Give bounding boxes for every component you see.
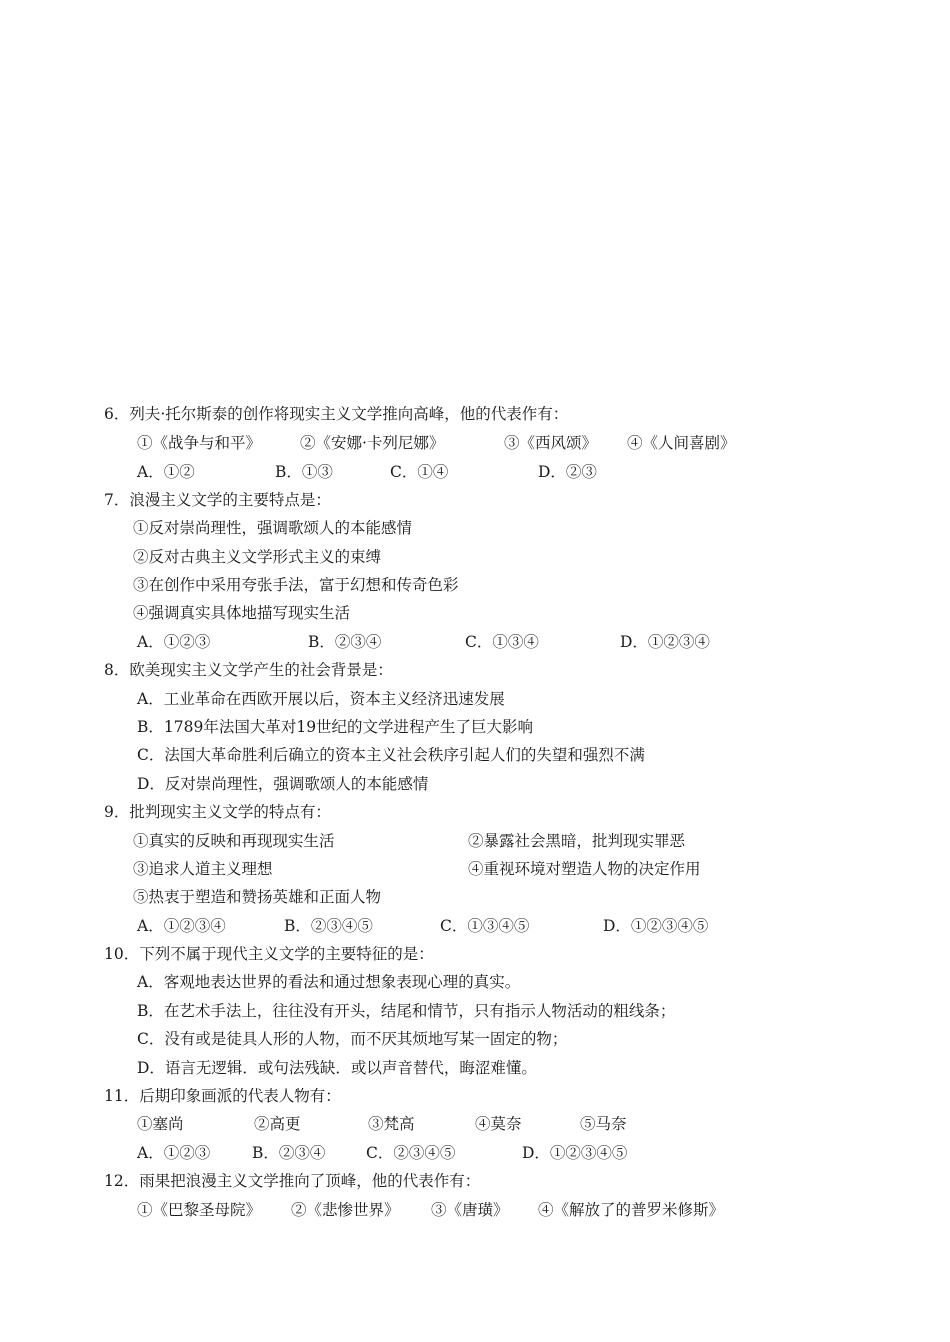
question-10-stem: 10．下列不属于现代主义文学的主要特征的是： <box>104 945 434 963</box>
option: ①塞尚 <box>137 1115 184 1133</box>
option: ②反对古典主义文学形式主义的束缚 <box>133 548 382 566</box>
option: ③追求人道主义理想 <box>133 860 273 878</box>
option: ④重视环境对塑造人物的决定作用 <box>468 860 701 878</box>
option: ②《悲惨世界》 <box>291 1201 400 1219</box>
question-12-stem: 12．雨果把浪漫主义文学推向了顶峰，他的代表作有： <box>104 1172 481 1190</box>
choice: B．②③④ <box>252 1144 326 1162</box>
choice: D．①②③④ <box>620 633 710 651</box>
option: ③《西风颂》 <box>504 434 598 452</box>
choice: A．①②③ <box>137 1144 211 1162</box>
choice: A．①②③④ <box>137 917 226 935</box>
option: ①《巴黎圣母院》 <box>137 1201 262 1219</box>
question-7-stem: 7．浪漫主义文学的主要特点是： <box>104 491 331 509</box>
choice: C．①③④⑤ <box>440 917 530 935</box>
choice: C．①④ <box>390 463 449 481</box>
choice: A．工业革命在西欧开展以后，资本主义经济迅速发展 <box>137 690 505 708</box>
choice: D．反对崇尚理性，强调歌颂人的本能感情 <box>137 775 429 793</box>
question-9-stem: 9．批判现实主义文学的特点有： <box>104 803 331 821</box>
choice: B．在艺术手法上，往往没有开头，结尾和情节，只有指示人物活动的粗线条； <box>137 1002 676 1020</box>
choice: C．②③④⑤ <box>366 1144 456 1162</box>
option: ⑤马奈 <box>580 1115 627 1133</box>
choice: D．②③ <box>538 463 597 481</box>
option: ③《唐璜》 <box>431 1201 509 1219</box>
choice: A．①② <box>137 463 195 481</box>
choice: A．①②③ <box>137 633 211 651</box>
option: ④《解放了的普罗米修斯》 <box>538 1201 725 1219</box>
option: ③在创作中采用夸张手法，富于幻想和传奇色彩 <box>133 576 459 594</box>
option: ②高更 <box>254 1115 301 1133</box>
question-8-stem: 8．欧美现实主义文学产生的社会背景是： <box>104 661 393 679</box>
option: ①真实的反映和再现现实生活 <box>133 832 335 850</box>
choice: B．②③④ <box>308 633 382 651</box>
option: ④莫奈 <box>475 1115 522 1133</box>
choice: A．客观地表达世界的看法和通过想象表现心理的真实。 <box>137 973 521 991</box>
option: ④强调真实具体地描写现实生活 <box>133 604 351 622</box>
choice: C．没有或是徒具人形的人物，而不厌其烦地写某一固定的物； <box>137 1030 568 1048</box>
choice: D．①②③④⑤ <box>522 1144 628 1162</box>
option: ①《战争与和平》 <box>137 434 262 452</box>
choice: B．②③④⑤ <box>284 917 373 935</box>
option: ②暴露社会黑暗，批判现实罪恶 <box>468 832 686 850</box>
choice: D．语言无逻辑．或句法残缺．或以声音替代，晦涩难懂。 <box>137 1059 537 1077</box>
choice: C．法国大革命胜利后确立的资本主义社会秩序引起人们的失望和强烈不满 <box>137 746 645 764</box>
option: ④《人间喜剧》 <box>627 434 736 452</box>
choice: C．①③④ <box>465 633 539 651</box>
option: ①反对崇尚理性，强调歌颂人的本能感情 <box>133 519 413 537</box>
choice: B．①③ <box>275 463 333 481</box>
option: ②《安娜·卡列尼娜》 <box>300 434 445 452</box>
option: ③梵高 <box>368 1115 415 1133</box>
choice: B．1789年法国大革对19世纪的文学进程产生了巨大影响 <box>137 718 534 736</box>
question-11-stem: 11．后期印象画派的代表人物有： <box>104 1087 341 1105</box>
question-6-stem: 6．列夫·托尔斯泰的创作将现实主义文学推向高峰，他的代表作有： <box>104 405 569 423</box>
choice: D．①②③④⑤ <box>603 917 709 935</box>
option: ⑤热衷于塑造和赞扬英雄和正面人物 <box>133 888 382 906</box>
